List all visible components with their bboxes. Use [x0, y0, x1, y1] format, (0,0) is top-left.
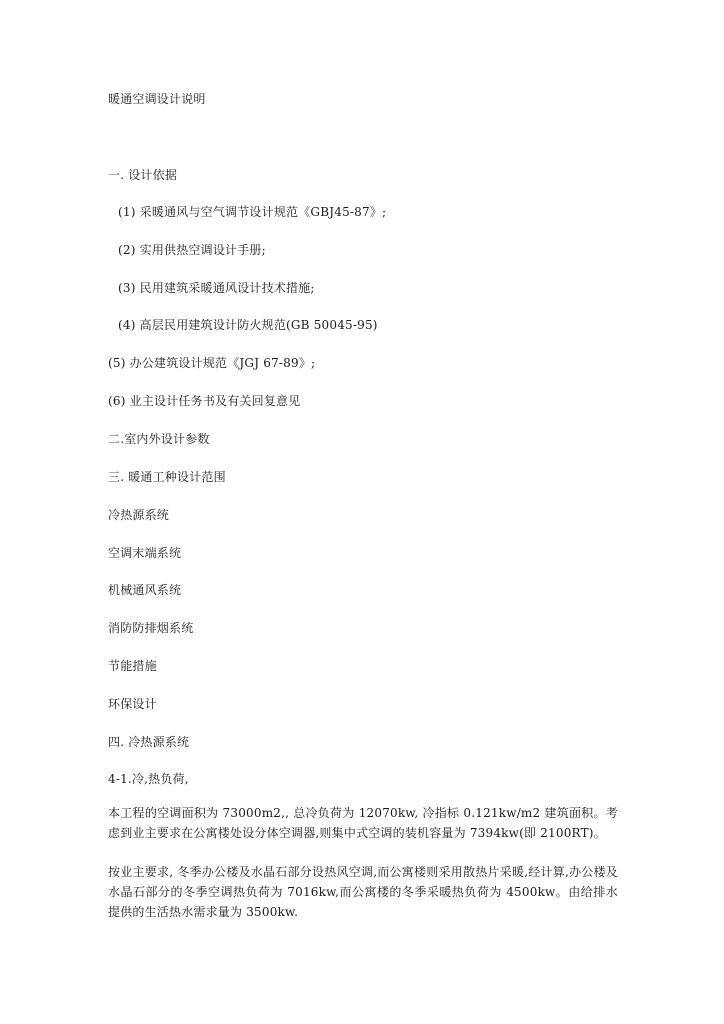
scope-item: 环保设计: [108, 697, 157, 711]
scope-item: 机械通风系统: [108, 583, 182, 597]
paragraph-cooling-load: 本工程的空调面积为 73000m2,, 总冷负荷为 12070kw, 冷指标 0.121kw/m2 建筑面积。考虑到业主要求在公寓楼处设分体空调器,则集中式空调的装机容量为 7394kw(即 2100RT)。: [108, 806, 618, 840]
reference-item: (2) 实用供热空调设计手册;: [118, 243, 266, 257]
scope-item: 节能措施: [108, 659, 157, 673]
reference-item: (3) 民用建筑采暖通风设计技术措施;: [118, 281, 315, 295]
reference-item: (5) 办公建筑设计规范《JGJ 67-89》;: [108, 356, 316, 370]
reference-item: (4) 高层民用建筑设计防火规范(GB 50045-95): [118, 318, 378, 332]
paragraph-heating-load: 按业主要求, 冬季办公楼及水晶石部分设热风空调,而公寓楼则采用散热片采暖,经计算,办公楼及水晶石部分的冬季空调热负荷为 7016kw,而公寓楼的冬季采暖热负荷为 4500kw。由给排水提供的生活热水需求量为 3500kw.: [108, 865, 618, 919]
section-heading-heat-cold-source: 四. 冷热源系统: [108, 735, 190, 749]
scope-item: 消防防排烟系统: [108, 621, 194, 635]
reference-item: (1) 采暖通风与空气调节设计规范《GBJ45-87》;: [118, 205, 387, 219]
subsection-heading-loads: 4-1.冷,热负荷,: [108, 772, 189, 786]
section-heading-indoor-outdoor-params: 二.室内外设计参数: [108, 432, 210, 446]
section-heading-design-scope: 三. 暖通工种设计范围: [108, 470, 226, 484]
scope-item: 冷热源系统: [108, 508, 170, 522]
reference-item: (6) 业主设计任务书及有关回复意见: [108, 394, 301, 408]
section-heading-design-basis: 一. 设计依据: [108, 168, 178, 182]
scope-item: 空调末端系统: [108, 546, 182, 560]
document-title: 暖通空调设计说明: [108, 92, 206, 106]
